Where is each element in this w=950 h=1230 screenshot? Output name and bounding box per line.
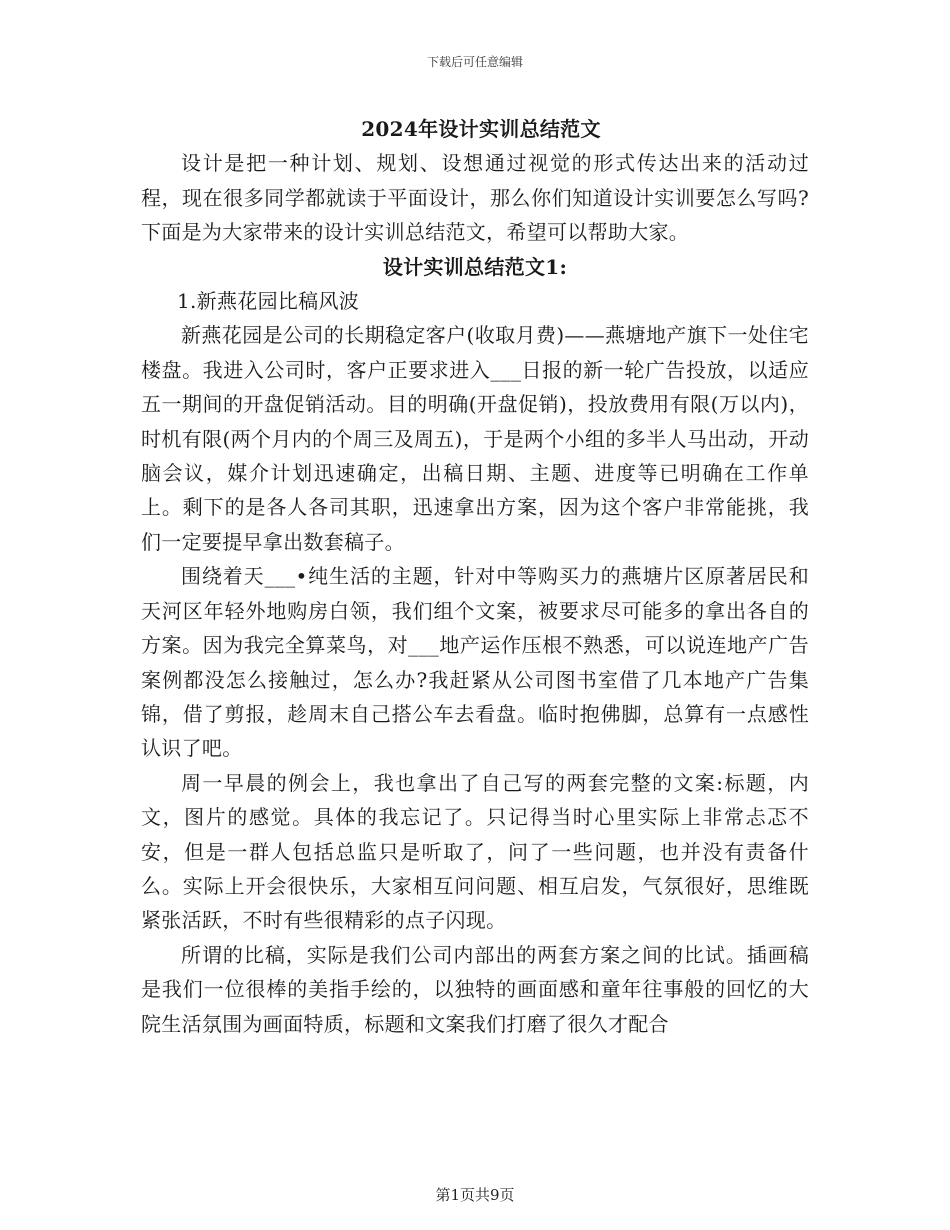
subheading: 1.新燕花园比稿风波 [177,289,360,314]
page-number: 第1页共9页 [435,1186,515,1204]
document-body [141,112,809,1041]
body-paragraph: 所谓的比稿，实际是我们公司内部出的两套方案之间的比试。插画稿是我们一位很棒的美指手绘的，以独特的画面感和童年往事般的回忆的大院生活氛围为画面特质，标题和文案我们打磨了很久才配合 [141,942,809,1036]
body-paragraph: 围绕着天___•纯生活的主题，针对中等购买力的燕塘片区原著居民和天河区年轻外地购房白领，我们组个文案，被要求尽可能多的拿出各自的方案。因为我完全算菜鸟，对___地产运作压根不熟悉，可以说连地产广告案例都没怎么接触过，怎么办?我赶紧从公司图书室借了几本地产广告集锦，借了剪报，趁周末自己搭公车去看盘。临时抱佛脚，总算有一点感性认识了吧。 [141,564,809,761]
document-title: 2024年设计实训总结范文 [361,117,601,141]
body-paragraph: 新燕花园是公司的长期稳定客户(收取月费)——燕塘地产旗下一处住宅楼盘。我进入公司时，客户正要求进入___日报的新一轮广告投放，以适应五一期间的开盘促销活动。目的明确(开盘促销)，投放费用有限(万以内)，时机有限(两个月内的个周三及周五)，于是两个小组的多半人马出动，开动脑会议，媒介计划迅速确定，出稿日期、主题、进度等已明确在工作单上。剩下的是各人各司其职，迅速拿出方案，因为这个客户非常能挑，我们一定要提早拿出数套稿子。 [141,323,809,554]
body-paragraph: 周一早晨的例会上，我也拿出了自己写的两套完整的文案:标题，内文，图片的感觉。具体的我忘记了。只记得当时心里实际上非常忐忑不安，但是一群人包括总监只是听取了，问了一些问题，也并没有责备什么。实际上开会很快乐，大家相互问问题、相互启发，气氛很好，思维既紧张活跃，不时有些很精彩的点子闪现。 [141,770,809,933]
header-note: 下载后可任意编辑 [426,55,523,69]
section-title: 设计实训总结范文1: [382,254,568,279]
intro-paragraph: 设计是把一种计划、规划、设想通过视觉的形式传达出来的活动过程，现在很多同学都就读于平面设计，那么你们知道设计实训要怎么写吗?下面是为大家带来的设计实训总结范文，希望可以帮助大家。 [141,151,809,245]
